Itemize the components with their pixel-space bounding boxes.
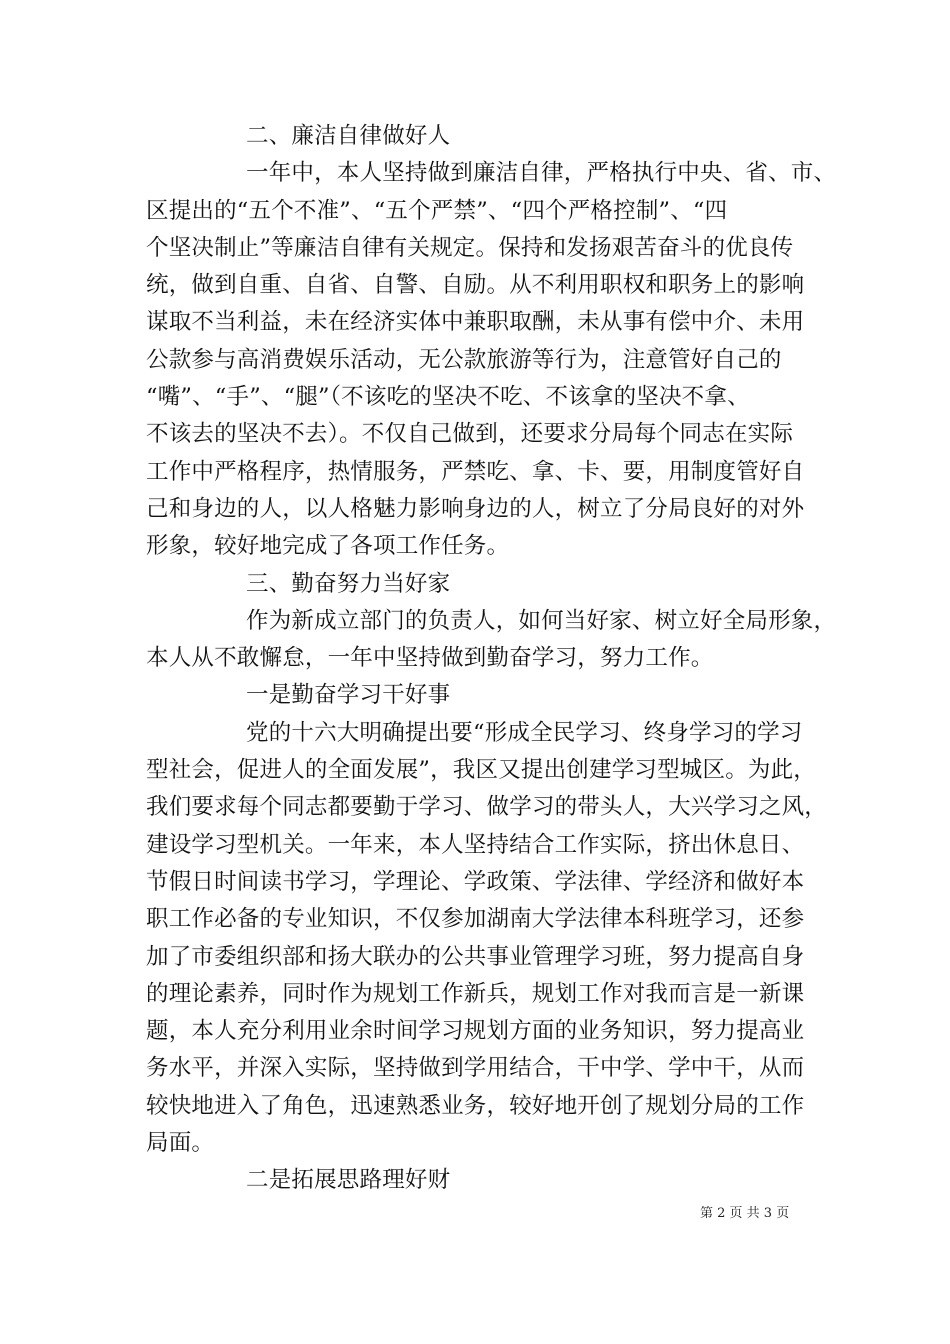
- text-line: 工作中严格程序，热情服务，严禁吃、拿、卡、要，用制度管好自: [146, 458, 805, 485]
- text-line: “嘴”、“手”、“腿”（不该吃的坚决不吃、不该拿的坚决不拿、: [146, 384, 750, 411]
- text-line: 型社会，促进人的全面发展”，我区又提出创建学习型城区。为此，: [146, 757, 817, 784]
- text-line: 个坚决制止”等廉洁自律有关规定。保持和发扬艰苦奋斗的优良传: [146, 234, 794, 261]
- text-line: 区提出的“五个不准”、“五个严禁”、“四个严格控制”、“四: [146, 197, 728, 224]
- text-line: 一是勤奋学习干好事: [246, 682, 451, 709]
- text-line: 形象，较好地完成了各项工作任务。: [146, 533, 510, 560]
- text-line: 统，做到自重、自省、自警、自励。从不利用职权和职务上的影响: [146, 272, 805, 299]
- text-line: 作为新成立部门的负责人，如何当好家、树立好全局形象，: [246, 607, 837, 634]
- text-line: 二、廉洁自律做好人: [246, 123, 451, 149]
- text-line: 题，本人充分利用业余时间学习规划方面的业务知识，努力提高业: [146, 1018, 805, 1045]
- text-line: 职工作必备的专业知识，不仅参加湖南大学法律本科班学习，还参: [146, 906, 805, 933]
- text-line: 党的十六大明确提出要“形成全民学习、终身学习的学习: [246, 719, 803, 746]
- text-line: 局面。: [146, 1130, 215, 1157]
- text-line: 节假日时间读书学习，学理论、学政策、学法律、学经济和做好本: [146, 868, 805, 895]
- text-line: 的理论素养，同时作为规划工作新兵，规划工作对我而言是一新课: [146, 980, 805, 1007]
- text-line: 公款参与高消费娱乐活动，无公款旅游等行为，注意管好自己的: [146, 346, 782, 373]
- text-line: 务水平，并深入实际，坚持做到学用结合，干中学、学中干，从而: [146, 1055, 805, 1082]
- text-line: 一年中，本人坚持做到廉洁自律，严格执行中央、省、市、: [246, 160, 837, 187]
- text-line: 建设学习型机关。一年来，本人坚持结合工作实际，挤出休息日、: [146, 831, 805, 858]
- text-line: 不该去的坚决不去）。不仅自己做到，还要求分局每个同志在实际: [146, 421, 794, 448]
- text-line: 较快地进入了角色，迅速熟悉业务，较好地开创了规划分局的工作: [146, 1092, 805, 1119]
- text-line: 谋取不当利益，未在经济实体中兼职取酬，未从事有偿中介、未用: [146, 309, 805, 336]
- page-number-footer: 第 2 页 共 3 页: [700, 1206, 790, 1221]
- text-line: 本人从不敢懈怠，一年中坚持做到勤奋学习，努力工作。: [146, 645, 714, 672]
- document-body: [146, 118, 837, 1200]
- text-line: 加了市委组织部和扬大联办的公共事业管理学习班，努力提高自身: [146, 943, 805, 970]
- text-line: 我们要求每个同志都要勤于学习、做学习的带头人，大兴学习之风，: [146, 794, 828, 821]
- text-line: 己和身边的人，以人格魅力影响身边的人，树立了分局良好的对外: [146, 495, 805, 522]
- text-line: 二是拓展思路理好财: [246, 1167, 451, 1194]
- text-line: 三、勤奋努力当好家: [246, 570, 451, 597]
